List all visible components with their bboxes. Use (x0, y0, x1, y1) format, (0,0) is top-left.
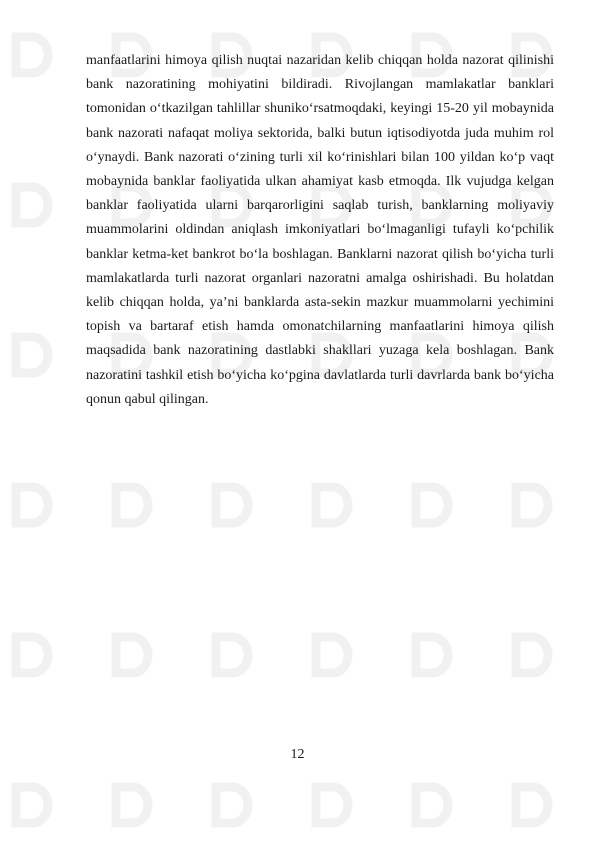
watermark-shape (416, 787, 448, 823)
watermark-shape (116, 487, 148, 523)
watermark-shape (16, 637, 48, 673)
watermark-shape (516, 637, 548, 673)
watermark-shape (16, 487, 48, 523)
watermark-shape (16, 337, 48, 373)
watermark-shape (416, 637, 448, 673)
watermark-shape (16, 187, 48, 223)
watermark-shape (516, 487, 548, 523)
watermark-shape (516, 787, 548, 823)
watermark-shape (316, 787, 348, 823)
watermark-shape (216, 487, 248, 523)
watermark-shape (116, 637, 148, 673)
body-paragraph: manfaatlarini himoya qilish nuqtai nazaridan kelib chiqqan holda nazorat qilinishi bank nazoratining mohiyatini bildiradi. Rivojlangan mamlakatlar banklari tomonidan o‘tkazilgan tahlillar shuniko‘rsatmoqdaki, keyingi 15-20 yil mobaynida bank nazorati nafaqat moliya sektorida, balki butun iqtisodiyotda juda muhim rol o‘ynaydi. Bank nazorati o‘zining turli xil ko‘rinishlari bilan 100 yildan ko‘p vaqt mobaynida banklar faoliyatida ulkan ahamiyat kasb etmoqda. Ilk vujudga kelgan banklar faoliyatida ularni barqarorligini saqlab turish, banklarning moliyaviy muammolarini oldindan aniqlash imkoniyatlari bo‘lmaganligi tufayli ko‘pchilik banklar ketma-ket bankrot bo‘la boshlagan. Banklarni nazorat qilish bo‘yicha turli mamlakatlarda turli nazorat organlari nazoratni amalga oshirishadi. Bu holatdan kelib chiqqan holda, ya’ni banklarda asta-sekin mazkur muammolarni yechimini topish va bartaraf etish hamda omonatchilarning manfaatlarini himoya qilish maqsadida bank nazoratining dastlabki shakllari yuzaga kela boshlagan. Bank nazoratini tashkil etish bo‘yicha ko‘pgina davlatlarda turli davrlarda bank bo‘yicha qonun qabul qilingan. (86, 53, 554, 407)
watermark-shape (116, 787, 148, 823)
page-number: 12 (290, 747, 305, 762)
watermark-shape (216, 787, 248, 823)
watermark-shape (16, 787, 48, 823)
watermark-shape (416, 487, 448, 523)
watermark-shape (216, 637, 248, 673)
watermark-shape (16, 37, 48, 73)
watermark-shape (316, 637, 348, 673)
watermark-shape (316, 487, 348, 523)
